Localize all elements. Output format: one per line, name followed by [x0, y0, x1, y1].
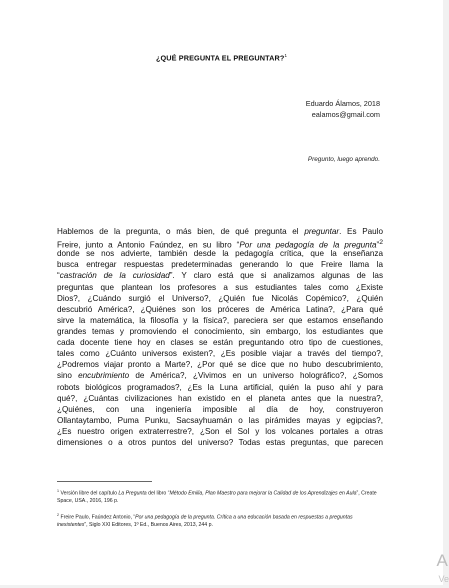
- text-run: Dios?, ¿Cuándo surgió el Universo?, ¿Quién fue Nicolás Copémico?, ¿Quién: [57, 293, 383, 303]
- body-line: [57, 282, 383, 293]
- document-title-text: ¿QUÉ PREGUNTA EL PREGUNTAR?: [155, 53, 285, 63]
- footnotes: [57, 488, 382, 536]
- body-line: [57, 382, 383, 393]
- text-run: “: [57, 271, 60, 281]
- footnote-separator: [57, 481, 152, 482]
- emphasis-run: encubrimiento: [78, 371, 130, 381]
- text-run: tales como ¿Cuánto universos existen?, ¿Es posible viajar a través del tiempo?,: [57, 349, 383, 359]
- body-line: [57, 315, 383, 326]
- footnote-marker: 1: [57, 489, 59, 493]
- author-email: ealamos@gmail.com: [311, 109, 380, 119]
- epigraph: Pregunto, luego aprendo.: [307, 156, 380, 163]
- text-run: ”, Siglo XXI Editores, 1º Ed., Buenos Aires, 2013, 244 p.: [84, 522, 213, 529]
- text-run: Ollantaytambo, Puma Punku, Sacsayhuamán o las pirámides mayas y egipcias?,: [57, 415, 383, 425]
- emphasis-run: La Pregunta: [118, 490, 147, 497]
- body-paragraph: [57, 226, 383, 448]
- body-line: [57, 248, 383, 259]
- emphasis-run: preguntar: [304, 227, 340, 236]
- text-run: Hablemos de la pregunta, o más bien, de qué pregunta el: [57, 227, 305, 236]
- text-run: donde se nos advierte, también desde la pedagogía crítica, que la enseñanza: [57, 249, 383, 259]
- document-title: [0, 53, 443, 62]
- body-line: [57, 259, 383, 270]
- body-line: [57, 359, 383, 370]
- title-footnote-marker: 1: [284, 53, 288, 58]
- text-run: ”, Create Space, USA., 2016, 196 p.: [57, 490, 377, 505]
- activation-watermark: [436, 552, 449, 588]
- body-line: [57, 293, 383, 304]
- text-run: del libro “: [146, 490, 170, 497]
- text-run: ”. Y claro está que si analizamos algunas de las: [169, 271, 384, 281]
- text-run: dimensiones o a otros puntos del universo? Todas estas preguntas, que parecen: [57, 438, 383, 448]
- emphasis-run: Por una pedagogía de la pregunta: [239, 240, 377, 250]
- text-run: ¿Es nuestro origen extraterrestre?, ¿Son el Sol y los volcanes portales a otras: [57, 426, 383, 436]
- body-line: [57, 370, 383, 381]
- text-run: descubrió América?, ¿Quiénes son los próceres de América Latina?, ¿Para qué: [57, 304, 383, 314]
- text-run: qué?, ¿Cuántas civilizaciones han existido en el planeta antes que la nuestra?,: [57, 393, 383, 403]
- footnote-marker: 2: [379, 239, 383, 247]
- watermark-line-2: Ve: [438, 574, 449, 584]
- text-run: Versión libre del capítulo: [59, 490, 119, 497]
- author-name: Eduardo Álamos, 2018: [305, 99, 380, 108]
- body-line: [57, 337, 383, 348]
- text-run: ¿Quiénes, con una ingeniería imposible al día de hoy, construyeron: [57, 404, 383, 414]
- text-run: ”: [376, 240, 380, 250]
- body-line: [57, 437, 383, 448]
- emphasis-run: castración de la curiosidad: [59, 271, 170, 281]
- body-line: [57, 404, 383, 415]
- footnote: [57, 512, 382, 530]
- emphasis-run: Método Emilia, Plan Maestro para mejorar la Calidad de los Aprendizajes en Aula: [169, 490, 357, 497]
- text-run: robots biológicos programados?, ¿Es la Luna artificial, quién la puso ahí y para: [57, 382, 383, 392]
- body-line: [57, 304, 383, 315]
- body-line: [57, 348, 383, 359]
- text-run: Freire Paulo, Faúndez Antonio, “: [59, 514, 136, 521]
- body-line: [57, 426, 383, 437]
- text-run: sirve la matemática, la filosofía y la física?, pareciera ser que estamos enseñando: [57, 315, 383, 325]
- author-block: [306, 99, 380, 120]
- text-run: ¿Podremos viajar pronto a Marte?, ¿Por qué se dice que no hubo descubrimiento,: [57, 360, 383, 370]
- watermark-line-1: A: [436, 551, 448, 570]
- body-line: [57, 226, 383, 237]
- body-line: [57, 393, 383, 404]
- text-run: sino: [57, 371, 79, 381]
- text-run: Freire, junto a Antonio Faúndez, en su libro “: [57, 240, 240, 250]
- body-line: [57, 237, 383, 248]
- text-run: preguntas que plantean los profesores a sus estudiantes tales como ¿Existe: [57, 282, 383, 292]
- body-line: [57, 415, 383, 426]
- body-line: [57, 270, 383, 281]
- footnote-marker: 2: [57, 512, 59, 517]
- text-run: busca entregar respuestas predeterminadas generando lo que Freire llama la: [57, 260, 383, 270]
- text-run: cada docente tiene hoy en clases se están preguntando otro tipo de cuestiones,: [57, 338, 383, 348]
- text-run: de América?, ¿Vivimos en un universo holográfico?, ¿Somos: [129, 371, 383, 381]
- text-run: . Es Paulo: [339, 227, 383, 236]
- footnote: [57, 488, 382, 506]
- body-line: [57, 326, 383, 337]
- emphasis-run: Por una pedagogía de la pregunta. Crítica a una educación basada en respuestas a preguntas inexistentes: [57, 514, 353, 529]
- text-run: grandes temas y promoviendo el conocimiento, sin embargo, los estudiantes que: [57, 326, 383, 336]
